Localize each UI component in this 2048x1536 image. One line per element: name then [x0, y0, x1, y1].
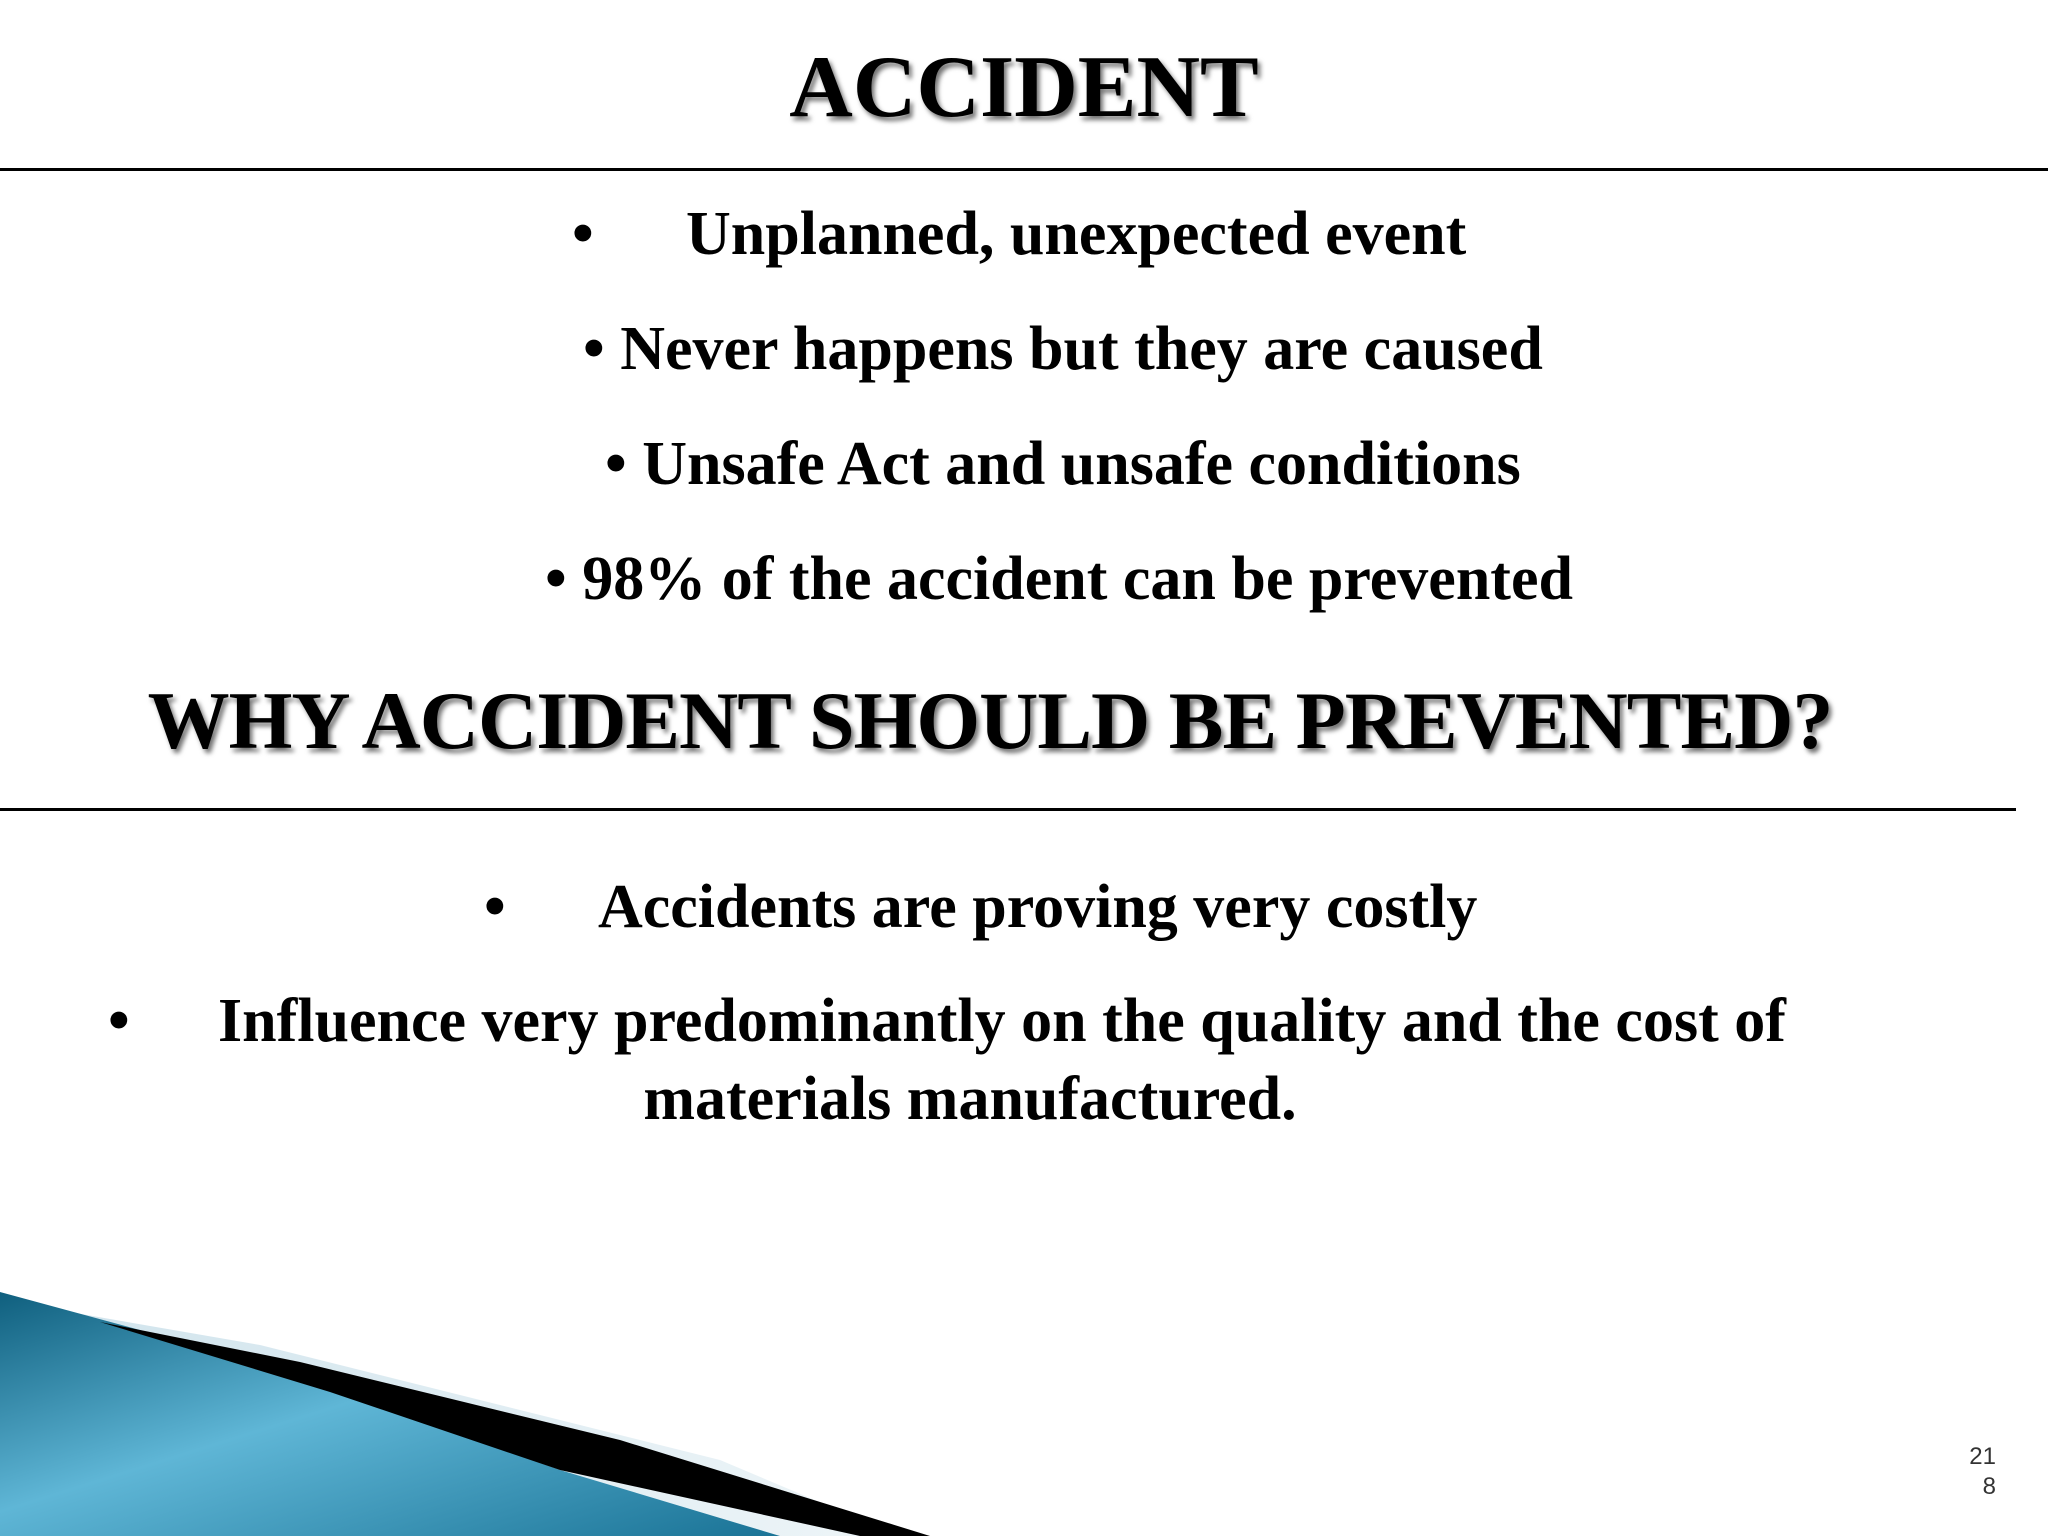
page-number [1956, 1442, 1996, 1502]
why-heading: WHY ACCIDENT SHOULD BE PREVENTED? [147, 675, 1833, 766]
bullet: • [583, 315, 605, 383]
bullet: • [605, 430, 627, 498]
why-point-2-continuation: materials manufactured. [643, 1065, 1297, 1133]
slide-title: ACCIDENT [789, 39, 1259, 136]
accident-point-1-text: Unplanned, unexpected event [686, 200, 1467, 268]
bullet: • [572, 200, 594, 268]
page-number-line-1: 21 [1969, 1443, 1996, 1470]
why-point-1-text: Accidents are proving very costly [598, 873, 1478, 941]
bullet: • [545, 545, 567, 613]
accident-point-4-text: 98% of the accident can be prevented [582, 545, 1573, 613]
page-number-line-2: 8 [1982, 1473, 1996, 1500]
accident-point-2-text: Never happens but they are caused [620, 315, 1543, 383]
why-point-2-text: Influence very predominantly on the quality and the cost of [218, 987, 1786, 1055]
bullet: • [484, 873, 506, 941]
bullet: • [108, 987, 130, 1055]
accident-point-3-text: Unsafe Act and unsafe conditions [642, 430, 1521, 498]
